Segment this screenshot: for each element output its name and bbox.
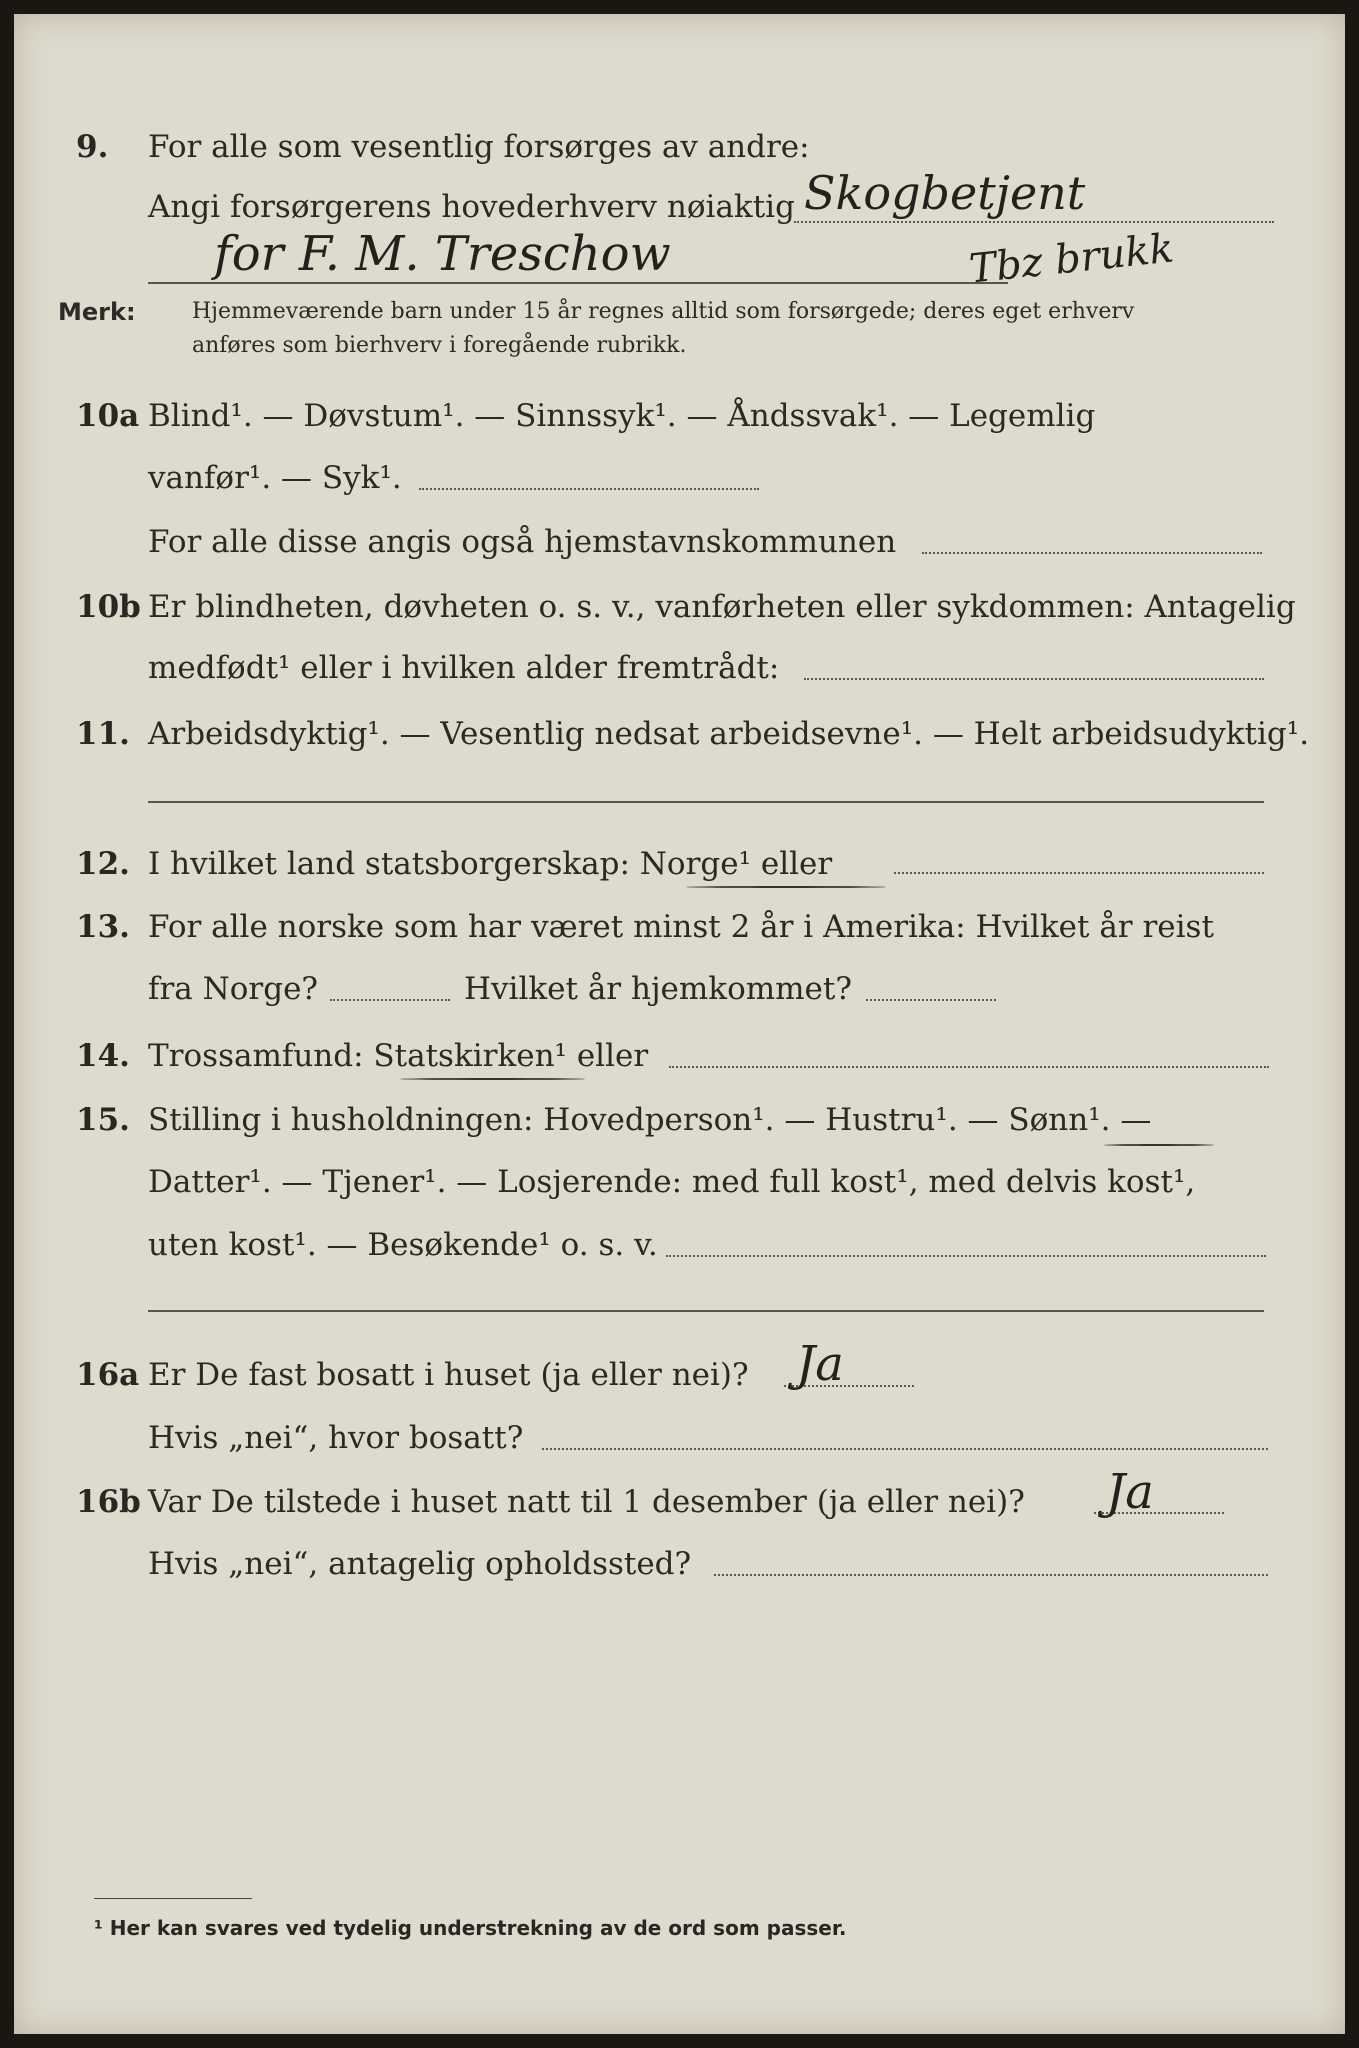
footnote: ¹ Her kan svares ved tydelig understrekning av de ord som passer. — [94, 1916, 847, 1940]
q10a-line3: For alle disse angis også hjemstavnskommunen — [148, 524, 897, 560]
q10a-home-municipality-line — [922, 552, 1262, 554]
q16b-number: 16b — [76, 1484, 141, 1520]
q10a-number: 10a — [76, 398, 140, 434]
q10a-answer-line — [419, 488, 759, 490]
q10b-line2: medfødt¹ eller i hvilken alder fremtrådt: — [148, 650, 780, 686]
q9-line2: Angi forsørgerens hovederhverv nøiaktig — [148, 189, 795, 225]
q13-return-year-line — [866, 999, 996, 1001]
q13-line2a: fra Norge? — [148, 971, 319, 1007]
q9-line1: For alle som vesentlig forsørges av andre: — [148, 129, 810, 165]
q15-line2: Datter¹. — Tjener¹. — Losjerende: med full kost¹, med delvis kost¹, — [148, 1164, 1196, 1200]
q9-number: 9. — [76, 129, 109, 165]
q13-number: 13. — [76, 909, 130, 945]
q13-line1: For alle norske som har været minst 2 år i Amerika: Hvilket år reist — [148, 909, 1214, 945]
q12-line1: I hvilket land statsborgerskap: Norge¹ eller — [148, 846, 833, 882]
q16a-number: 16a — [76, 1357, 140, 1393]
q10b-line1: Er blindheten, døvheten o. s. v., vanførheten eller sykdommen: Antagelig — [148, 589, 1296, 625]
merk-label: Merk: — [58, 298, 136, 326]
q9-handwritten-occupation: Skogbetjent — [804, 166, 1086, 220]
q10b-number: 10b — [76, 589, 141, 625]
q16b-location-line — [714, 1574, 1268, 1576]
q10a-line1: Blind¹. — Døvstum¹. — Sinnssyk¹. — Åndssvak¹. — Legemlig — [148, 398, 1096, 434]
q13-line2b: Hvilket år hjemkommet? — [464, 971, 852, 1007]
q16b-handwritten-answer: Ja — [1106, 1464, 1154, 1520]
footnote-rule — [94, 1898, 252, 1899]
q14-line1: Trossamfund: Statskirken¹ eller — [148, 1038, 649, 1074]
q15-answer-line — [666, 1255, 1266, 1257]
q15-extra-line — [148, 1310, 1264, 1312]
q16a-handwritten-answer: Ja — [796, 1336, 844, 1392]
q16b-line2: Hvis „nei“, antagelig opholdssted? — [148, 1546, 692, 1582]
q12-number: 12. — [76, 846, 130, 882]
q13-departure-year-line — [330, 999, 450, 1001]
q10b-answer-line — [804, 678, 1264, 680]
q15-number: 15. — [76, 1102, 130, 1138]
merk-line1: Hjemmeværende barn under 15 år regnes alltid som forsørgede; deres eget erhverv — [192, 299, 1135, 324]
q11-line1: Arbeidsdyktig¹. — Vesentlig nedsat arbeidsevne¹. — Helt arbeidsudyktig¹. — [148, 716, 1310, 752]
q9-answer-line1 — [794, 221, 1274, 223]
q15-line1: Stilling i husholdningen: Hovedperson¹. — Hustru¹. — Sønn¹. — — [148, 1102, 1152, 1138]
q16a-residence-line — [542, 1448, 1268, 1450]
q16a-line2: Hvis „nei“, hvor bosatt? — [148, 1420, 524, 1456]
q14-answer-line — [669, 1066, 1269, 1068]
q9-answer-line2 — [148, 282, 1008, 284]
q15-sonn-underline — [1104, 1144, 1214, 1146]
q14-number: 14. — [76, 1038, 130, 1074]
q9-handwritten-employer: for F. M. Treschow — [214, 226, 671, 282]
q16b-line1: Var De tilstede i huset natt til 1 desember (ja eller nei)? — [148, 1484, 1025, 1520]
census-form-page — [14, 14, 1345, 2034]
q12-norge-underline — [686, 886, 886, 888]
q12-answer-line — [894, 872, 1264, 874]
q11-answer-line — [148, 801, 1264, 803]
q11-number: 11. — [76, 716, 130, 752]
q15-line3: uten kost¹. — Besøkende¹ o. s. v. — [148, 1227, 658, 1263]
q10a-line2: vanfør¹. — Syk¹. — [148, 460, 402, 496]
q16a-line1: Er De fast bosatt i huset (ja eller nei)? — [148, 1357, 749, 1393]
q14-statskirken-underline — [400, 1078, 585, 1080]
q9-handwritten-place: Tbz brukk — [967, 225, 1176, 293]
merk-line2: anføres som bierhverv i foregående rubrikk. — [192, 333, 687, 358]
